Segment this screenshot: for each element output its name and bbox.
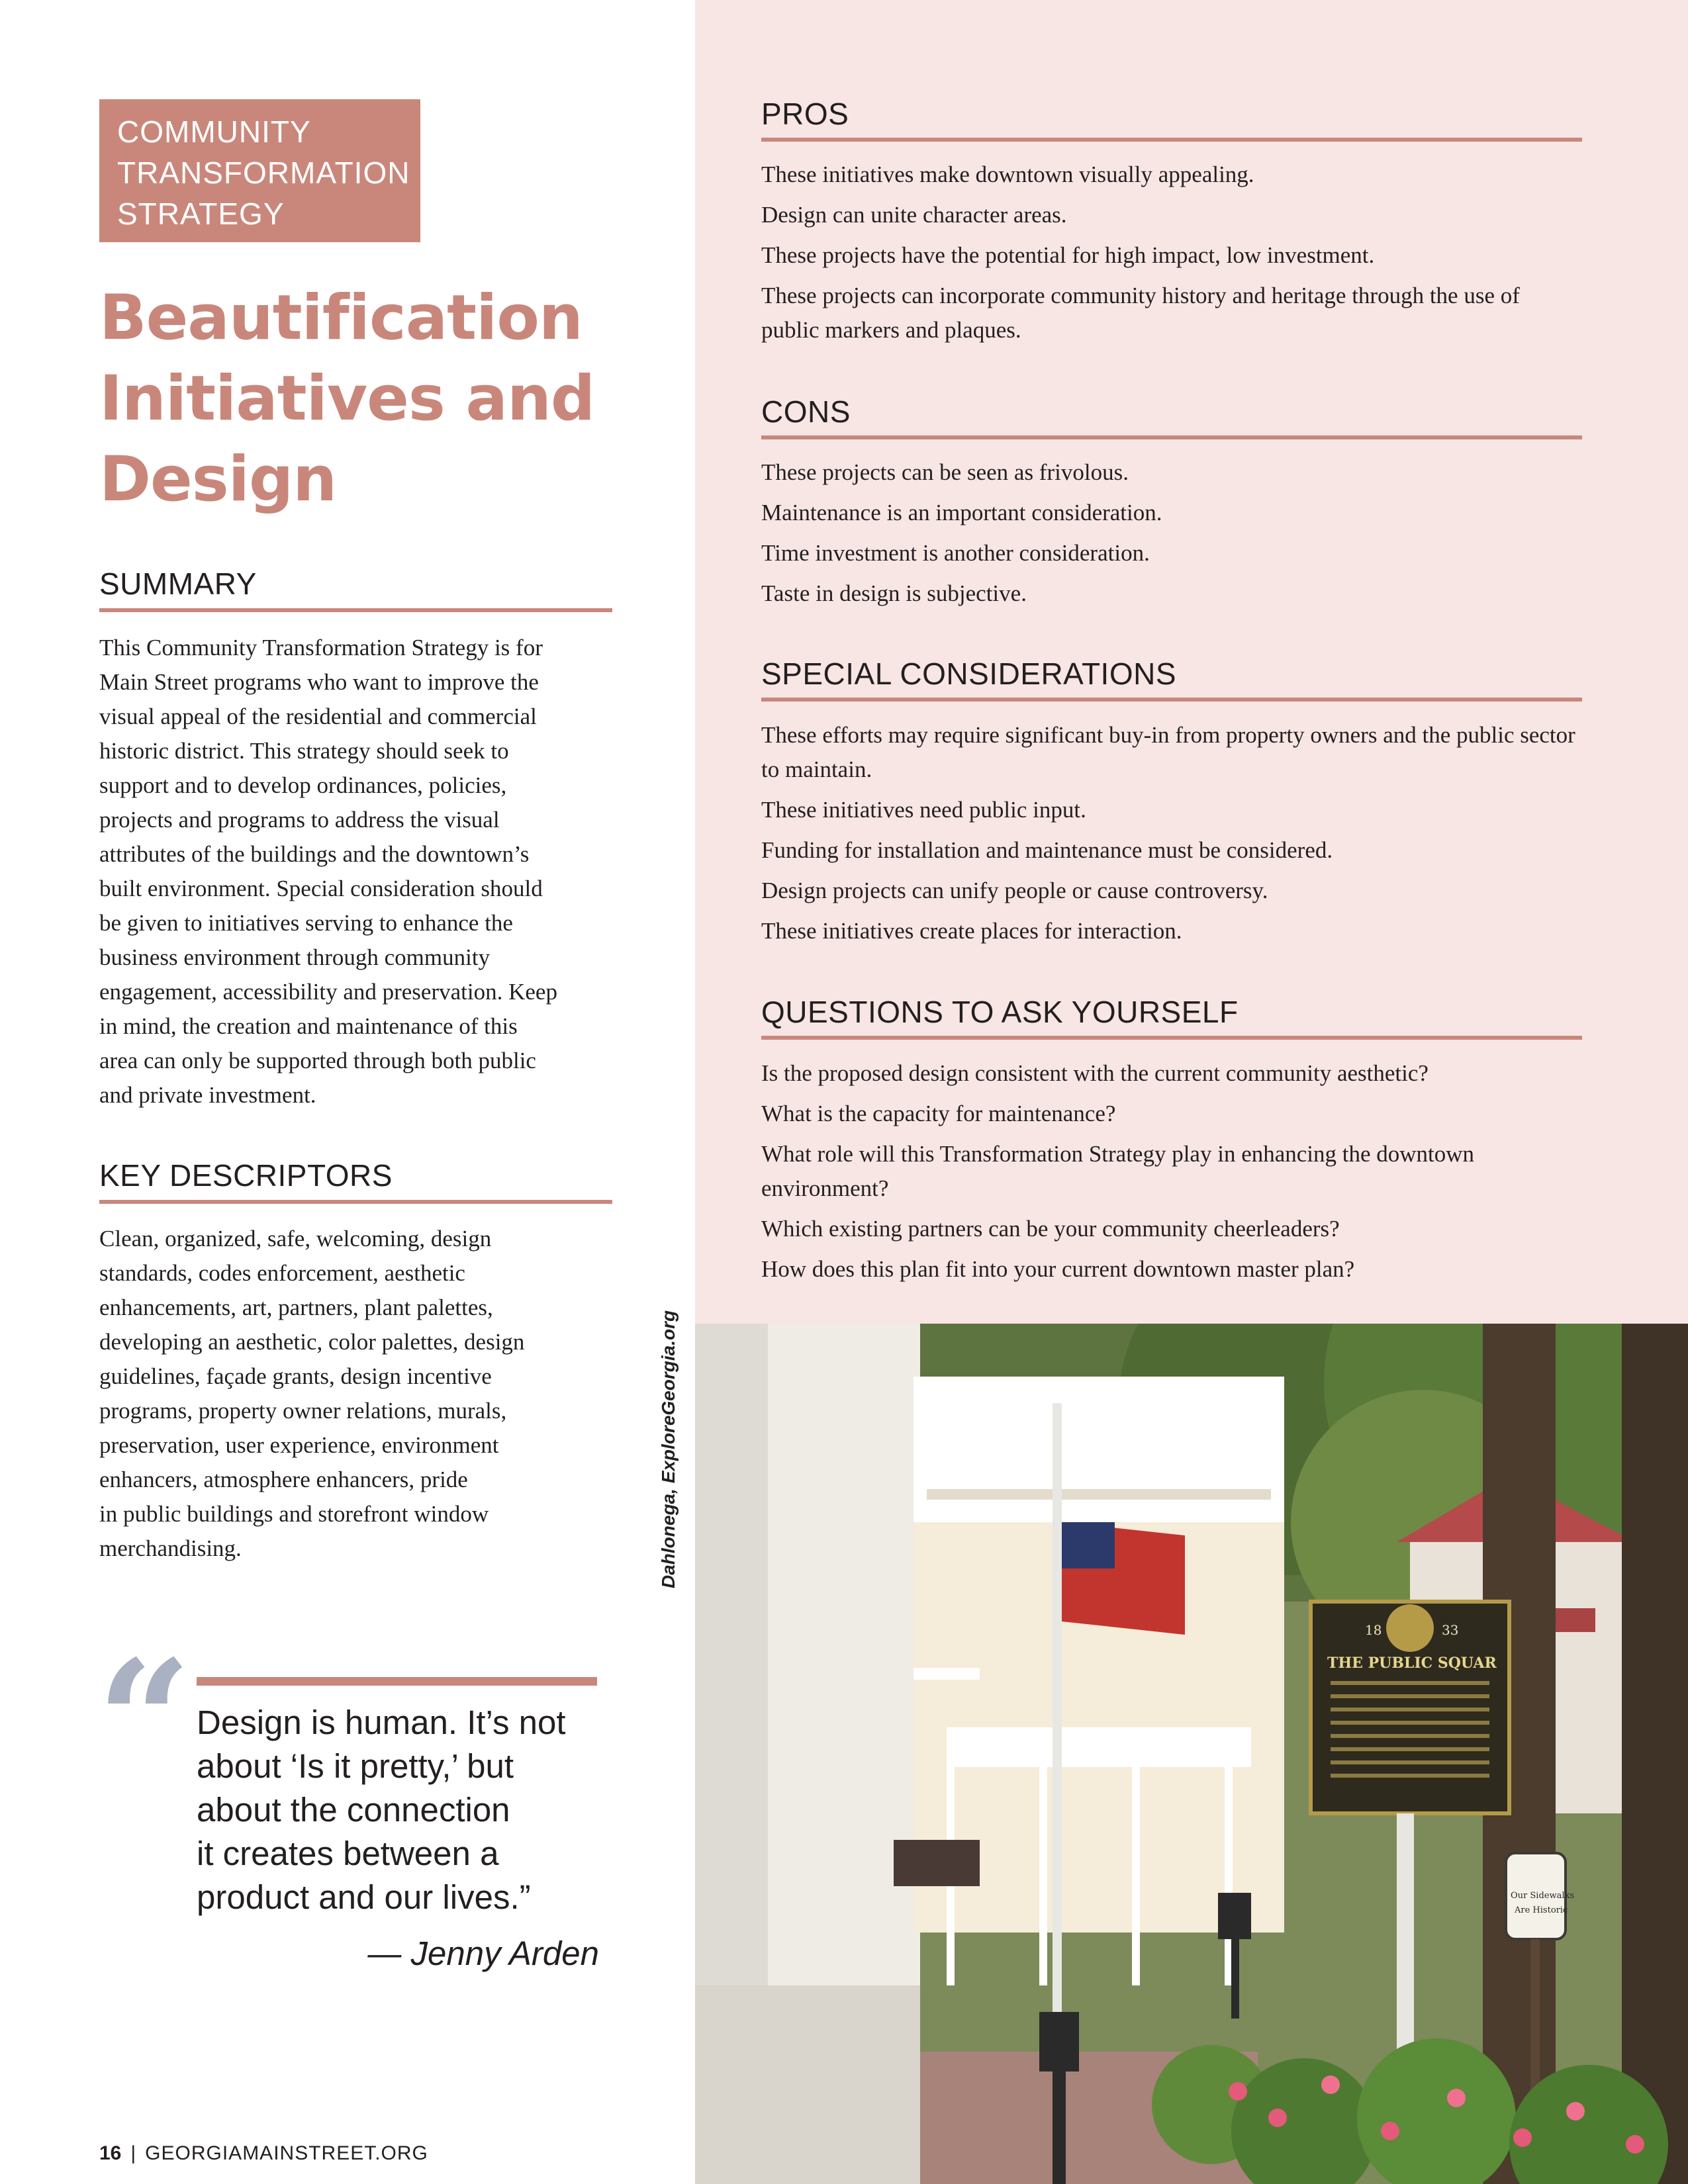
key-descriptors-line: developing an aesthetic, color palettes, design (99, 1329, 525, 1355)
summary-rule (99, 608, 612, 612)
summary-line: historic district. This strategy should seek to (99, 738, 509, 764)
quote-author: — Jenny Arden (367, 1934, 599, 1972)
category-tag-line: COMMUNITY (117, 114, 311, 149)
quote-line: about the connection (197, 1791, 510, 1829)
list-item: Which existing partners can be your community cheerleaders? (761, 1216, 1340, 1242)
pull-quote (197, 1701, 607, 1919)
key-descriptors-line: enhancers, atmosphere enhancers, pride (99, 1467, 468, 1492)
page-title-line: Beautification (99, 282, 583, 354)
list-item: Design can unite character areas. (761, 202, 1067, 228)
key-descriptors-line: merchandising. (99, 1535, 242, 1561)
key-descriptors-line: in public buildings and storefront window (99, 1501, 489, 1527)
special-considerations-heading: SPECIAL CONSIDERATIONS (761, 657, 1177, 691)
footer-separator: | (130, 2142, 136, 2164)
summary-line: Main Street programs who want to improve the (99, 669, 539, 695)
quote-line: it creates between a (197, 1835, 499, 1872)
list-item: Is the proposed design consistent with the current community aesthetic? (761, 1060, 1429, 1086)
quote-rule (197, 1677, 597, 1686)
cons-list (761, 455, 1582, 617)
list-item: Maintenance is an important consideration. (761, 500, 1162, 525)
marker-year-right: 33 (1442, 1622, 1459, 1638)
sign-line-1: Our Sidewalks (1511, 1891, 1575, 1901)
list-item: How does this plan fit into your current downtown master plan? (761, 1256, 1355, 1282)
questions-rule (761, 1036, 1582, 1040)
key-descriptors-text (99, 1222, 622, 1566)
summary-line: visual appeal of the residential and commercial (99, 704, 537, 729)
list-item: These initiatives create places for interaction. (761, 918, 1182, 944)
summary-heading: SUMMARY (99, 567, 257, 601)
summary-line: attributes of the buildings and the downtown’s (99, 841, 530, 867)
summary-text (99, 631, 622, 1113)
summary-line: business environment through community (99, 944, 491, 970)
quote-line: about ‘Is it pretty,’ but (197, 1747, 514, 1785)
summary-line: be given to initiatives serving to enhance the (99, 910, 513, 936)
list-item: These projects can be seen as frivolous. (761, 459, 1129, 485)
list-item: Time investment is another consideration. (761, 540, 1150, 566)
summary-line: projects and programs to address the visual (99, 807, 500, 833)
summary-line: and private investment. (99, 1082, 316, 1108)
quote-mark-icon: “ (97, 1623, 192, 1818)
category-tag-line: TRANSFORMATION (117, 156, 410, 190)
summary-line: built environment. Special consideration should (99, 876, 543, 901)
cons-heading: CONS (761, 394, 851, 429)
sign-line-2: Are Historic (1515, 1905, 1568, 1915)
questions-list (761, 1056, 1582, 1293)
list-item: Funding for installation and maintenance must be considered. (761, 837, 1333, 863)
special-considerations-rule (761, 698, 1582, 702)
pros-heading: PROS (761, 97, 849, 131)
page-title-line: Initiatives and (99, 363, 595, 435)
special-considerations-list (761, 718, 1582, 954)
list-item: These initiatives make downtown visually appealing. (761, 161, 1254, 187)
key-descriptors-line: preservation, user experience, environment (99, 1432, 499, 1458)
key-descriptors-line: Clean, organized, safe, welcoming, design (99, 1226, 492, 1251)
key-descriptors-line: standards, codes enforcement, aesthetic (99, 1260, 465, 1286)
key-descriptors-line: enhancements, art, partners, plant palettes, (99, 1295, 493, 1320)
key-descriptors-heading: KEY DESCRIPTORS (99, 1158, 393, 1193)
street-photo-illustration (695, 1324, 1688, 2184)
photo-credit: Dahlonega, ExploreGeorgia.org (658, 1310, 679, 1588)
footer-website: GEORGIAMAINSTREET.ORG (145, 2142, 428, 2164)
list-item: These projects have the potential for high impact, low investment. (761, 242, 1375, 268)
list-item: Design projects can unify people or cause controversy. (761, 878, 1268, 903)
summary-line: area can only be supported through both public (99, 1048, 536, 1073)
summary-line: engagement, accessibility and preservation. Keep (99, 979, 557, 1005)
page-title-line: Design (99, 443, 337, 516)
questions-heading: QUESTIONS TO ASK YOURSELF (761, 995, 1239, 1029)
quote-line: product and our lives.” (197, 1878, 531, 1916)
key-descriptors-rule (99, 1200, 612, 1204)
page-number: 16 (99, 2142, 122, 2164)
summary-line: in mind, the creation and maintenance of this (99, 1013, 518, 1039)
key-descriptors-line: programs, property owner relations, murals, (99, 1398, 507, 1424)
marker-title: THE PUBLIC SQUAR (1327, 1655, 1497, 1672)
cons-rule (761, 435, 1582, 439)
list-item: What role will this Transformation Strategy play in enhancing the downtown environment? (761, 1141, 1475, 1201)
street-photo (695, 1324, 1688, 2184)
pros-list (761, 158, 1582, 353)
page-footer (99, 2142, 428, 2165)
list-item: These initiatives need public input. (761, 797, 1086, 823)
key-descriptors-line: guidelines, façade grants, design incentive (99, 1363, 492, 1389)
list-item: These efforts may require significant buy-in from property owners and the public sector to maintain. (761, 722, 1575, 782)
list-item: These projects can incorporate community history and heritage through the use of public markers and plaques. (761, 283, 1520, 343)
summary-line: This Community Transformation Strategy is for (99, 635, 543, 660)
summary-line: support and to develop ordinances, policies, (99, 772, 507, 798)
list-item: Taste in design is subjective. (761, 580, 1027, 606)
list-item: What is the capacity for maintenance? (761, 1101, 1116, 1126)
marker-year-left: 18 (1365, 1622, 1382, 1638)
pros-rule (761, 138, 1582, 142)
category-tag-line: STRATEGY (117, 197, 285, 231)
quote-line: Design is human. It’s not (197, 1704, 566, 1741)
category-tag (99, 99, 420, 242)
page-title (99, 278, 594, 520)
